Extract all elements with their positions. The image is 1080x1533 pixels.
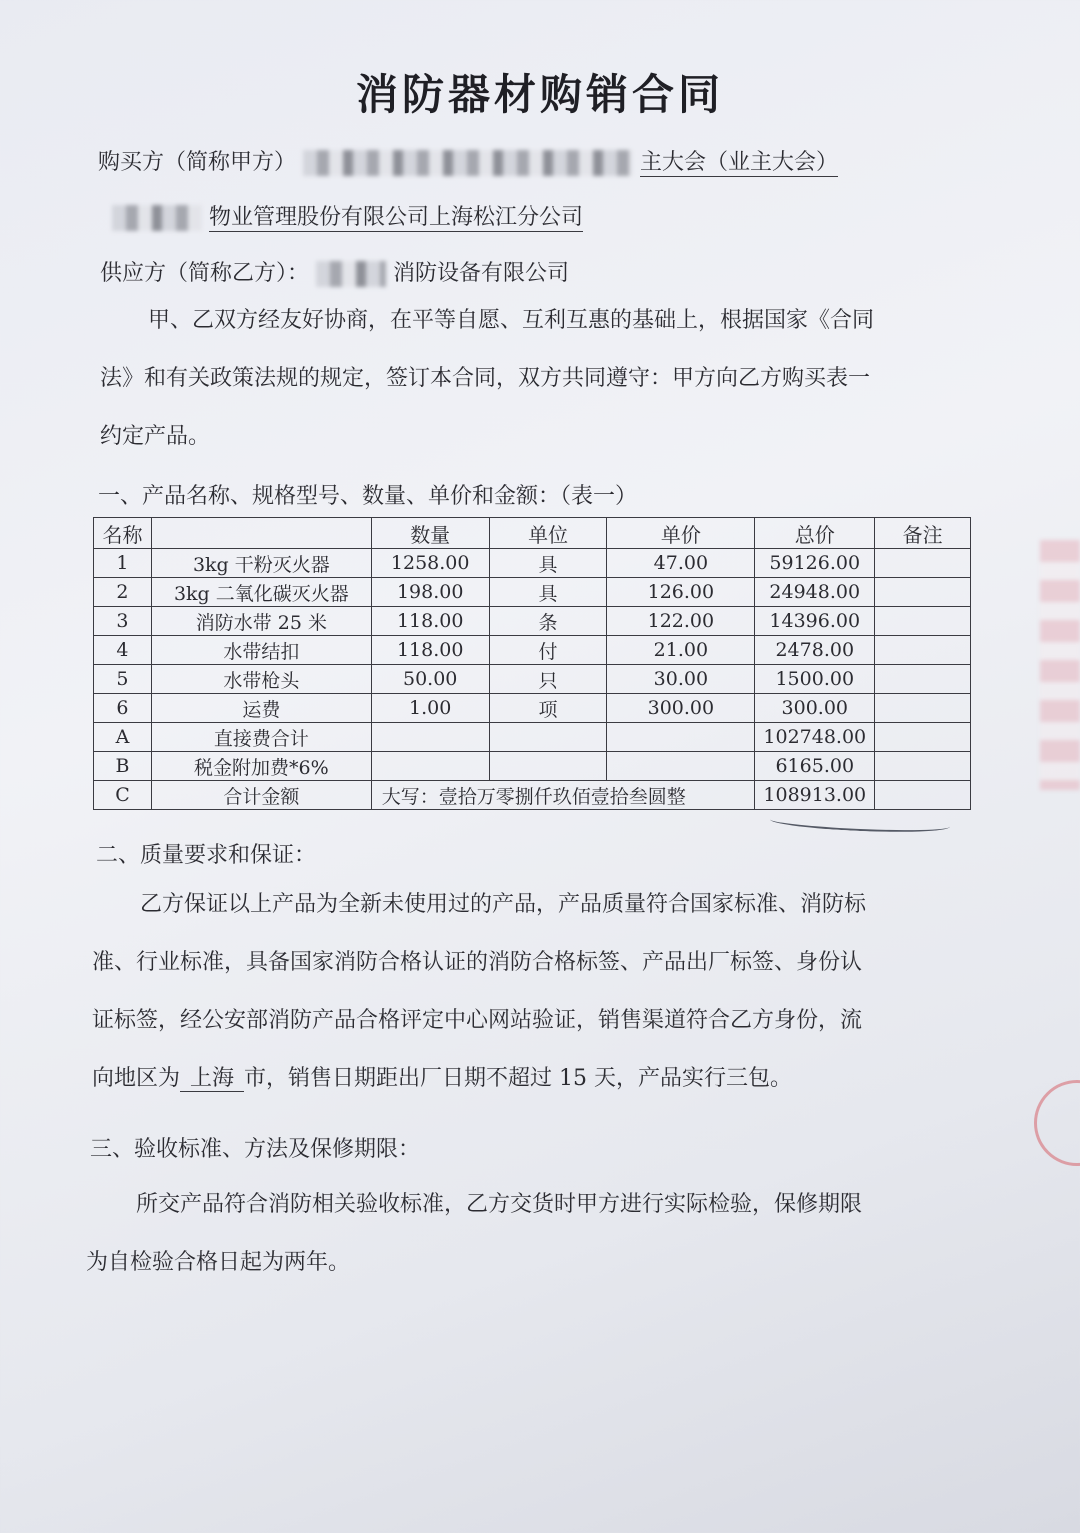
row-no: 2 (94, 578, 152, 607)
row-name: 3kg 干粉灭火器 (151, 549, 371, 578)
buyer-line (98, 145, 838, 176)
quality-line: 乙方保证以上产品为全新未使用过的产品，产品质量符合国家标准、消防标 (140, 892, 867, 917)
row-no: 1 (94, 549, 152, 578)
row-note (875, 694, 971, 723)
intro-paragraph (100, 292, 1000, 466)
quality-line: 证标签，经公安部消防产品合格评定中心网站验证，销售渠道符合乙方身份，流 (92, 1008, 863, 1033)
quality-text: 向地区为 (92, 1066, 181, 1091)
row-no: 5 (94, 665, 152, 694)
header-cell: 名称 (94, 518, 152, 549)
empty-cell (489, 723, 607, 752)
row-total: 14396.00 (755, 607, 875, 636)
row-no: B (94, 752, 152, 781)
empty-cell (875, 723, 971, 752)
redacted-block (112, 205, 202, 231)
header-cell (151, 518, 371, 549)
row-price: 126.00 (607, 578, 755, 607)
table-header-row (94, 518, 971, 549)
header-cell: 单价 (607, 518, 755, 549)
table-row (94, 665, 971, 694)
buyer-line-2 (112, 200, 583, 231)
supplier-name-suffix: 消防设备有限公司 (393, 261, 570, 286)
row-qty: 198.00 (371, 578, 489, 607)
row-no: C (94, 781, 152, 810)
empty-cell (371, 752, 489, 781)
empty-cell (607, 723, 755, 752)
row-price: 21.00 (607, 636, 755, 665)
redacted-block (316, 261, 386, 287)
signature-stroke (770, 810, 951, 835)
row-name: 运费 (151, 694, 371, 723)
row-qty: 118.00 (371, 636, 489, 665)
row-note (875, 549, 971, 578)
row-unit: 具 (489, 578, 607, 607)
row-no: 4 (94, 636, 152, 665)
row-price: 300.00 (607, 694, 755, 723)
row-name: 水带结扣 (151, 636, 371, 665)
row-total: 300.00 (755, 694, 875, 723)
quality-paragraph (92, 876, 1022, 1108)
empty-cell (875, 752, 971, 781)
row-unit: 条 (489, 607, 607, 636)
quality-text: 市，销售日期距出厂日期不超过 15 天，产品实行三包。 (244, 1066, 793, 1091)
intro-line: 约定产品。 (100, 424, 211, 449)
row-price: 47.00 (607, 549, 755, 578)
row-total: 24948.00 (755, 578, 875, 607)
row-name: 水带枪头 (151, 665, 371, 694)
grand-total-row (94, 781, 971, 810)
table-row (94, 549, 971, 578)
buyer-name-suffix: 主大会（业主大会） (640, 150, 839, 175)
row-qty: 1258.00 (371, 549, 489, 578)
section-3-heading: 三、验收标准、方法及保修期限： (90, 1137, 421, 1162)
acceptance-line: 所交产品符合消防相关验收标准，乙方交货时甲方进行实际检验，保修期限 (136, 1192, 863, 1217)
summary-row (94, 752, 971, 781)
header-cell: 总价 (755, 518, 875, 549)
row-price: 122.00 (607, 607, 755, 636)
table-row (94, 694, 971, 723)
supplier-line (100, 256, 569, 287)
row-no: A (94, 723, 152, 752)
buyer-company: 物业管理股份有限公司上海松江分公司 (209, 205, 584, 230)
intro-line: 法》和有关政策法规的规定，签订本合同，双方共同遵守：甲方向乙方购买表一 (100, 366, 871, 391)
row-note (875, 636, 971, 665)
header-cell: 数量 (371, 518, 489, 549)
row-note (875, 665, 971, 694)
section-1-heading: 一、产品名称、规格型号、数量、单价和金额：（表一） (98, 484, 638, 509)
row-total: 59126.00 (755, 549, 875, 578)
quality-line: 准、行业标准，具备国家消防合格认证的消防合格标签、产品出厂标签、身份认 (92, 950, 863, 975)
row-total: 6165.00 (755, 752, 875, 781)
table-row (94, 607, 971, 636)
row-unit: 只 (489, 665, 607, 694)
row-no: 6 (94, 694, 152, 723)
row-qty: 50.00 (371, 665, 489, 694)
summary-row (94, 723, 971, 752)
row-total: 1500.00 (755, 665, 875, 694)
header-cell: 单位 (489, 518, 607, 549)
product-table (93, 517, 971, 810)
document-title: 消防器材购销合同 (355, 70, 724, 119)
row-name: 消防水带 25 米 (151, 607, 371, 636)
empty-cell (489, 752, 607, 781)
row-name: 合计金额 (151, 781, 371, 810)
row-total: 102748.00 (755, 723, 875, 752)
redacted-block (303, 150, 633, 176)
header-cell: 备注 (875, 518, 971, 549)
intro-line: 甲、乙双方经友好协商，在平等自愿、互利互惠的基础上，根据国家《合同 (148, 308, 875, 333)
section-2-heading: 二、质量要求和保证： (96, 843, 317, 868)
row-total: 108913.00 (755, 781, 875, 810)
row-note (875, 578, 971, 607)
supplier-label: 供应方（简称乙方）： (100, 261, 310, 286)
empty-cell (371, 723, 489, 752)
empty-cell (875, 781, 971, 810)
row-qty: 118.00 (371, 607, 489, 636)
row-unit: 项 (489, 694, 607, 723)
redacted-stamp-strip (1040, 540, 1080, 790)
acceptance-line: 为自检验合格日起为两年。 (86, 1250, 351, 1275)
row-total: 2478.00 (755, 636, 875, 665)
empty-cell (607, 752, 755, 781)
row-unit: 具 (489, 549, 607, 578)
seal-stamp-edge (1034, 1080, 1080, 1166)
quality-line (92, 1050, 1022, 1108)
row-note (875, 607, 971, 636)
table-row (94, 636, 971, 665)
city-field: 上海 (180, 1066, 244, 1092)
row-name: 3kg 二氧化碳灭火器 (151, 578, 371, 607)
row-name: 税金附加费*6% (151, 752, 371, 781)
row-name: 直接费合计 (151, 723, 371, 752)
table-row (94, 578, 971, 607)
acceptance-paragraph (86, 1176, 1026, 1292)
row-qty: 1.00 (371, 694, 489, 723)
row-no: 3 (94, 607, 152, 636)
buyer-label: 购买方（简称甲方） (98, 150, 297, 175)
row-price: 30.00 (607, 665, 755, 694)
capital-amount: 大写：壹拾万零捌仟玖佰壹拾叁圆整 (371, 781, 755, 810)
row-unit: 付 (489, 636, 607, 665)
